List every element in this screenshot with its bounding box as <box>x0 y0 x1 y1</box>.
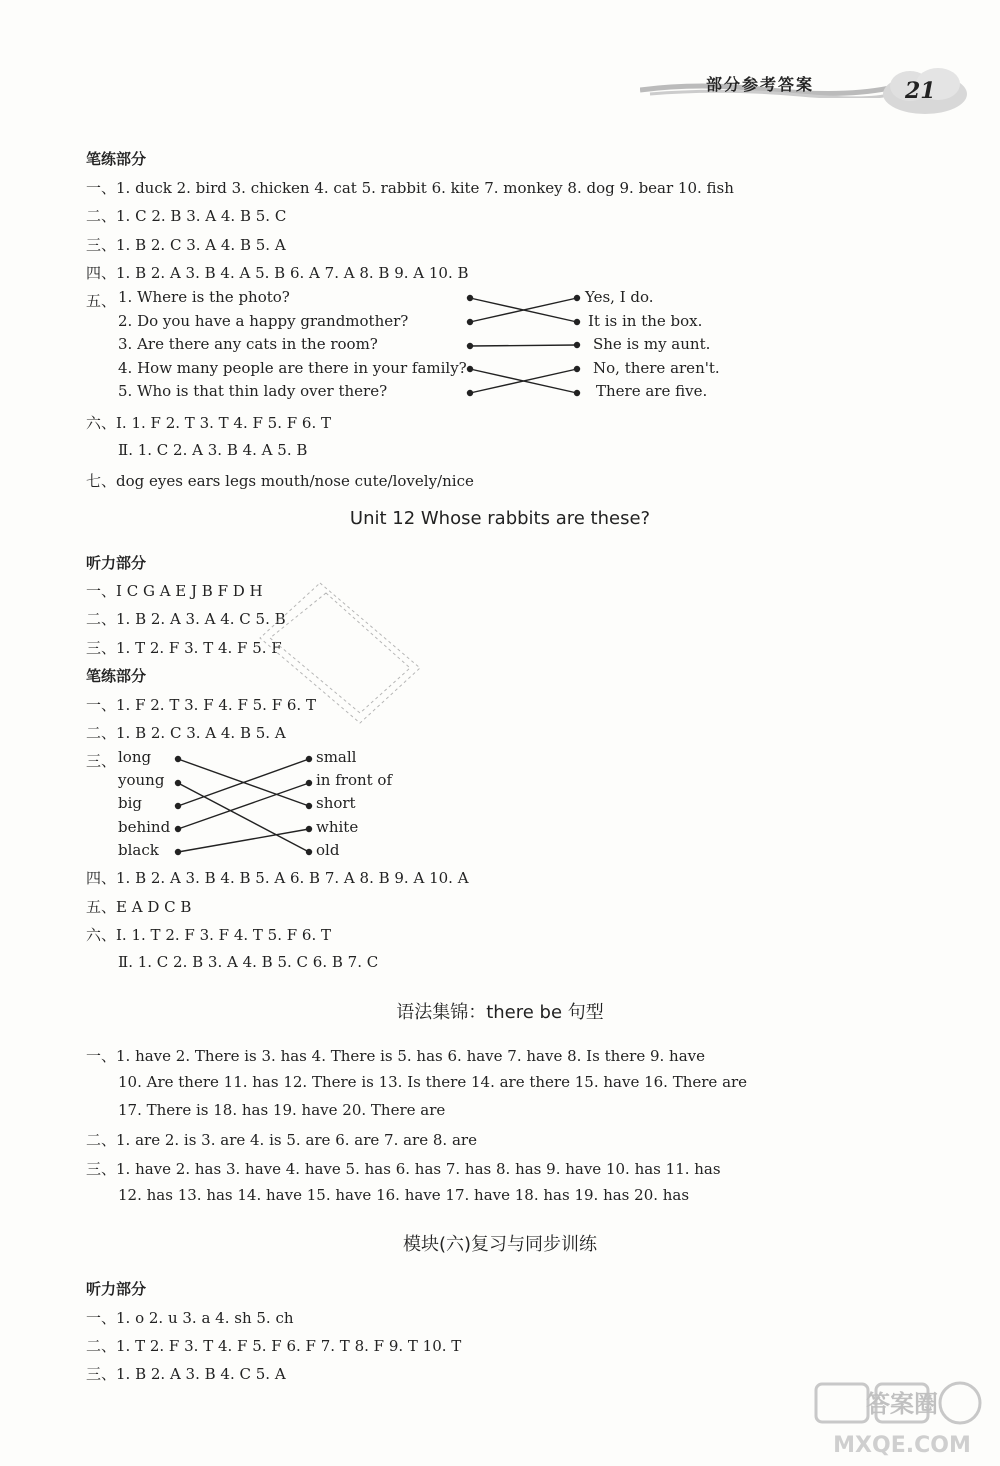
answer-row-prefix: 五、 <box>86 292 117 310</box>
answer-row: 一、1. o 2. u 3. a 4. sh 5. ch <box>86 1309 294 1327</box>
answer-row: 七、dog eyes ears legs mouth/nose cute/lovely/nice <box>86 472 474 490</box>
match-right-item: Yes, I do. <box>585 288 654 306</box>
answer-row: 四、1. B 2. A 3. B 4. B 5. A 6. B 7. A 8. B 9. A 10. A <box>86 869 469 887</box>
answer-row: 三、1. have 2. has 3. have 4. have 5. has 6. has 7. has 8. has 9. have 10. has 11. has <box>86 1160 721 1178</box>
answer-row: 二、1. B 2. C 3. A 4. B 5. A <box>86 724 286 742</box>
match-left-item: 2. Do you have a happy grandmother? <box>118 312 409 330</box>
match-line <box>178 829 309 852</box>
answer-row: 三、1. B 2. C 3. A 4. B 5. A <box>86 236 286 254</box>
match-line <box>178 783 309 829</box>
match-right-item: She is my aunt. <box>593 335 711 353</box>
answer-row: 六、Ⅰ. 1. T 2. F 3. F 4. T 5. F 6. T <box>86 926 332 944</box>
watermark-logo <box>810 1378 995 1460</box>
header-section-title: 部分参考答案 <box>706 75 815 94</box>
match-line <box>470 298 577 322</box>
match-right-item: in front of <box>316 771 393 789</box>
match-left-item: long <box>118 748 152 766</box>
unit-title: Unit 12 Whose rabbits are these? <box>349 508 651 529</box>
match-left-item: big <box>118 794 143 812</box>
answer-row: 一、1. have 2. There is 3. has 4. There is 5. has 6. have 7. have 8. Is there 9. have <box>86 1047 705 1065</box>
answer-row: 一、I C G A E J B F D H <box>86 582 263 600</box>
grammar-title: 语法集锦：there be 句型 <box>396 1002 604 1023</box>
answer-row: 二、1. are 2. is 3. are 4. is 5. are 6. are 7. are 8. are <box>86 1131 477 1149</box>
match-right-item: It is in the box. <box>588 312 703 330</box>
answer-row: Ⅱ. 1. C 2. A 3. B 4. A 5. B <box>118 441 308 459</box>
answer-row-prefix: 三、 <box>86 752 117 770</box>
faint-stamp-icon <box>250 578 430 728</box>
watermark-cn: 答案圈 <box>866 1390 938 1418</box>
match-right-item: No, there aren't. <box>593 359 720 377</box>
match-left-item: 3. Are there any cats in the room? <box>118 335 378 353</box>
watermark-url: MXQE.COM <box>833 1433 971 1458</box>
module-title: 模块(六)复习与同步训练 <box>402 1234 598 1255</box>
match-left-item: 4. How many people are there in your family? <box>118 359 467 377</box>
match-line <box>470 369 577 393</box>
match-left-item: 5. Who is that thin lady over there? <box>118 382 388 400</box>
answer-row: 17. There is 18. has 19. have 20. There are <box>118 1101 446 1119</box>
section-heading-written: 笔练部分 <box>86 150 147 168</box>
match-right-item: old <box>316 841 340 859</box>
answer-row: 三、1. T 2. F 3. T 4. F 5. F <box>86 639 282 657</box>
section-heading-listening: 听力部分 <box>86 554 147 572</box>
answer-row: 四、1. B 2. A 3. B 4. A 5. B 6. A 7. A 8. B 9. A 10. B <box>86 264 469 282</box>
match-line <box>470 369 577 393</box>
answer-row: 六、Ⅰ. 1. F 2. T 3. T 4. F 5. F 6. T <box>86 414 332 432</box>
answer-row: 二、1. T 2. F 3. T 4. F 5. F 6. F 7. T 8. F 9. T 10. T <box>86 1337 462 1355</box>
section-heading-written: 笔练部分 <box>86 667 147 685</box>
match-right-item: small <box>316 748 357 766</box>
page-number: 21 <box>905 78 936 104</box>
answer-row: 三、1. B 2. A 3. B 4. C 5. A <box>86 1365 286 1383</box>
match-line <box>470 298 577 322</box>
match-line <box>178 783 309 852</box>
match-right-item: short <box>316 794 356 812</box>
answer-row: 二、1. C 2. B 3. A 4. B 5. C <box>86 207 287 225</box>
answer-row: 五、E A D C B <box>86 898 192 916</box>
match-line <box>178 759 309 806</box>
match-line <box>178 759 309 806</box>
match-left-item: 1. Where is the photo? <box>118 288 290 306</box>
section-heading-listening: 听力部分 <box>86 1280 147 1298</box>
answer-row: Ⅱ. 1. C 2. B 3. A 4. B 5. C 6. B 7. C <box>118 953 379 971</box>
match-left-item: black <box>118 841 159 859</box>
answer-row: 10. Are there 11. has 12. There is 13. Is there 14. are there 15. have 16. There are <box>118 1073 748 1091</box>
answer-row: 12. has 13. has 14. have 15. have 16. have 17. have 18. has 19. has 20. has <box>118 1186 690 1204</box>
answer-row: 一、1. duck 2. bird 3. chicken 4. cat 5. rabbit 6. kite 7. monkey 8. dog 9. bear 10. fish <box>86 179 734 197</box>
match-right-item: There are five. <box>596 382 708 400</box>
answer-row: 一、1. F 2. T 3. F 4. F 5. F 6. T <box>86 696 316 714</box>
match-left-item: young <box>118 771 165 789</box>
match-left-item: behind <box>118 818 171 836</box>
answer-row: 二、1. B 2. A 3. A 4. C 5. B <box>86 610 286 628</box>
match-line <box>470 345 577 346</box>
match-right-item: white <box>316 818 359 836</box>
